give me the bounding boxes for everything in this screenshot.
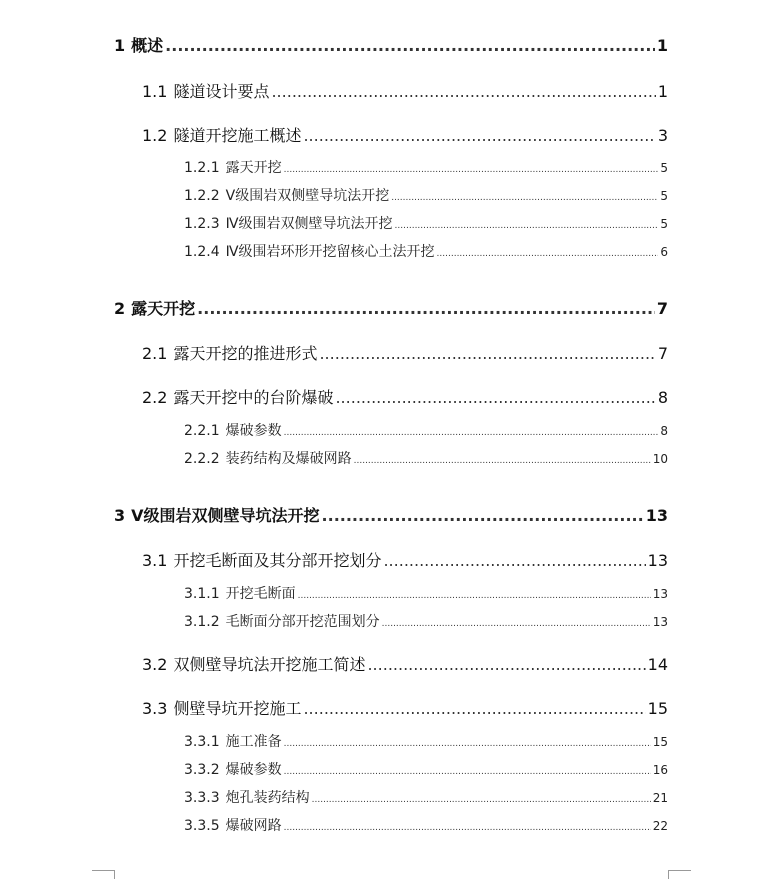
- toc-leader: [395, 221, 659, 231]
- toc-number: 1.2.3: [184, 216, 220, 232]
- toc-title: 爆破网路: [225, 818, 282, 834]
- toc-entry-3-3-3[interactable]: [184, 787, 668, 807]
- toc-title: 露天开挖: [131, 299, 196, 318]
- toc-number: 1: [114, 36, 126, 55]
- toc-number: 3.3.5: [184, 818, 220, 834]
- toc-number: 1.2.1: [184, 160, 220, 176]
- toc-page: 5: [660, 217, 668, 231]
- toc-title: 露天开挖的推进形式: [173, 344, 318, 363]
- toc-title: Ⅳ级围岩环形开挖留核心土法开挖: [225, 244, 435, 260]
- toc-leader: [298, 591, 651, 601]
- toc-entry-1-2-1[interactable]: [184, 157, 668, 177]
- toc-entry-1[interactable]: [114, 33, 668, 56]
- toc-leader: [284, 428, 659, 438]
- toc-leader: [197, 299, 655, 318]
- toc-page: 13: [645, 506, 668, 525]
- toc-entry-3-2[interactable]: [142, 652, 668, 675]
- toc-page: 7: [657, 344, 668, 363]
- toc-number: 3.3.1: [184, 734, 220, 750]
- toc-number: 3.1: [142, 551, 168, 570]
- toc-number: 2: [114, 299, 126, 318]
- toc-leader: [284, 739, 651, 749]
- toc-number: 2.2.2: [184, 451, 220, 467]
- toc-title: 双侧壁导坑法开挖施工简述: [173, 655, 366, 674]
- toc-page: 15: [652, 735, 668, 749]
- toc-number: 3: [114, 506, 126, 525]
- toc-number: 3.2: [142, 655, 168, 674]
- toc-title: 施工准备: [225, 734, 282, 750]
- toc-leader: [312, 795, 651, 805]
- toc-entry-3-3-1[interactable]: [184, 731, 668, 751]
- toc-title: 概述: [131, 36, 164, 55]
- toc-page: 1: [657, 82, 668, 101]
- toc-number: 3.1.2: [184, 614, 220, 630]
- toc-leader: [391, 193, 658, 203]
- toc-leader: [303, 699, 645, 718]
- toc-number: 1.1: [142, 82, 168, 101]
- toc-page: 16: [652, 763, 668, 777]
- toc-page: 21: [652, 791, 668, 805]
- toc-entry-3-1[interactable]: [142, 548, 668, 571]
- toc-entry-3-3-5[interactable]: [184, 815, 668, 835]
- toc-leader: [284, 767, 651, 777]
- toc-entry-1-1[interactable]: [142, 79, 668, 102]
- toc-title: 开挖毛断面: [225, 586, 296, 602]
- toc-leader: [284, 165, 659, 175]
- toc-page: 13: [652, 615, 668, 629]
- toc-leader: [367, 655, 645, 674]
- toc-title: 爆破参数: [225, 762, 282, 778]
- toc-number: 3.1.1: [184, 586, 220, 602]
- toc-leader: [165, 36, 655, 55]
- toc-leader: [322, 506, 644, 525]
- toc-leader: [382, 619, 651, 629]
- toc-page: 13: [647, 551, 668, 570]
- page-corner-mark-left: [92, 870, 115, 879]
- toc-number: 2.2: [142, 388, 168, 407]
- toc-page: 8: [660, 424, 668, 438]
- toc-title: Ⅳ级围岩双侧壁导坑法开挖: [225, 216, 393, 232]
- toc-entry-2[interactable]: [114, 296, 668, 319]
- toc-leader: [383, 551, 645, 570]
- toc-page: 22: [652, 819, 668, 833]
- toc-number: 1.2.4: [184, 244, 220, 260]
- toc-leader: [303, 126, 655, 145]
- toc-title: 露天开挖: [225, 160, 282, 176]
- toc-entry-1-2-4[interactable]: [184, 241, 668, 261]
- toc-entry-2-2-2[interactable]: [184, 448, 668, 468]
- toc-entry-3[interactable]: [114, 503, 668, 526]
- toc-entry-3-1-1[interactable]: [184, 583, 668, 603]
- toc-entry-2-1[interactable]: [142, 341, 668, 364]
- toc-page: 15: [647, 699, 668, 718]
- toc-entry-1-2-2[interactable]: [184, 185, 668, 205]
- toc-page: 6: [660, 245, 668, 259]
- toc-page: 1: [656, 36, 668, 55]
- toc-title: 侧壁导坑开挖施工: [173, 699, 302, 718]
- toc-number: 3.3: [142, 699, 168, 718]
- toc-page: 10: [652, 452, 668, 466]
- toc-entry-2-2-1[interactable]: [184, 420, 668, 440]
- toc-title: Ⅴ级围岩双侧壁导坑法开挖: [131, 506, 320, 525]
- toc-leader: [354, 456, 651, 466]
- toc-entry-1-2-3[interactable]: [184, 213, 668, 233]
- page-corner-mark-right: [668, 870, 691, 879]
- toc-page: 5: [660, 161, 668, 175]
- toc-entry-3-3-2[interactable]: [184, 759, 668, 779]
- toc-number: 1.2: [142, 126, 168, 145]
- toc-entry-1-2[interactable]: [142, 123, 668, 146]
- toc-leader: [284, 823, 651, 833]
- toc-title: 装药结构及爆破网路: [225, 451, 352, 467]
- toc-entry-3-3[interactable]: [142, 696, 668, 719]
- toc-number: 1.2.2: [184, 188, 220, 204]
- toc-title: Ⅴ级围岩双侧壁导坑法开挖: [225, 188, 390, 204]
- toc-title: 爆破参数: [225, 423, 282, 439]
- toc-page: 14: [647, 655, 668, 674]
- toc-page: 5: [660, 189, 668, 203]
- toc-title: 露天开挖中的台阶爆破: [173, 388, 334, 407]
- toc-leader: [437, 249, 659, 259]
- toc-entry-2-2[interactable]: [142, 385, 668, 408]
- toc-leader: [319, 344, 655, 363]
- toc-page: 3: [657, 126, 668, 145]
- toc-title: 隧道开挖施工概述: [173, 126, 302, 145]
- toc-number: 2.2.1: [184, 423, 220, 439]
- toc-number: 2.1: [142, 344, 168, 363]
- toc-number: 3.3.2: [184, 762, 220, 778]
- toc-page: 13: [652, 587, 668, 601]
- toc-title: 隧道设计要点: [173, 82, 270, 101]
- toc-title: 炮孔装药结构: [225, 790, 310, 806]
- toc-leader: [335, 388, 655, 407]
- toc-title: 毛断面分部开挖范围划分: [225, 614, 380, 630]
- toc-leader: [271, 82, 655, 101]
- toc-title: 开挖毛断面及其分部开挖划分: [173, 551, 382, 570]
- toc-page: 8: [657, 388, 668, 407]
- toc-entry-3-1-2[interactable]: [184, 611, 668, 631]
- toc-number: 3.3.3: [184, 790, 220, 806]
- toc-page: 7: [656, 299, 668, 318]
